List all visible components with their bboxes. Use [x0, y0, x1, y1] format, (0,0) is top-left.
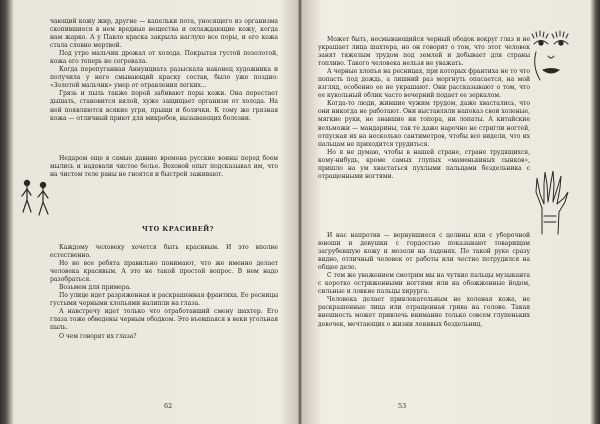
right-page [302, 0, 590, 424]
paragraph: Когда перепуганная Аннунциата разыскала наконец художника и получила у него смывающий краску состав, было уже поздно: «Золотой мальчик» умер от отравления легких... [50, 66, 278, 90]
section-heading: ЧТО КРАСИВЕЙ? [142, 225, 214, 233]
book-gutter [298, 0, 302, 424]
paragraph: Может быть, несмывающийся черный ободок вокруг глаз и не украшает лица шахтера, но он говорит о том, что этот человек занят тяжелым трудом под землей и добывает для страны топливо. Такого человека нельзя не уважать. [318, 36, 530, 68]
walking-men-illustration [18, 178, 54, 224]
right-text-block-2 [318, 232, 530, 329]
left-text-block-2 [50, 155, 278, 179]
paragraph: Когда-то люди, жившие чужим трудом, даже хвастались, что они никогда не работают. Они выставляли напоказ свои холеные, мягкие руки, не знавшие ни топора, ни лопаты. А китайские вельможи — мандарины, так те даже нарочно не стригли ногтей, отпуская их на несколько сантиметров, чтобы все видели, что их пальцам не приходится трудиться. [318, 100, 530, 148]
page-number: 53 [398, 402, 407, 410]
paragraph: И нас напротив — вернувшиеся с целины или с уборочной юноши и девушки с гордостью показывают товарищам загрубевшую кожу и мозоли на ладонях. По такой руке сразу видно, отличный человек от работы или честно потрудился на общее дело. [318, 232, 530, 272]
paragraph: Но я не думаю, чтобы в нашей стране, стране трудящихся, кому-нибудь, кроме самых глупых «маменькиных сынков», пришло на ум хвастаться пухлыми пальцами бездельника с отращенными ногтями. [318, 148, 530, 180]
left-text-block-3 [50, 244, 278, 341]
paragraph: А навстречу идет только что отработавший смену шахтер. Его глаза тоже обведены черным ободком. Это въевшаяся в веки угольная пыль. [50, 308, 278, 332]
left-page [14, 0, 298, 424]
paragraph: Но не все ребята правильно понимают, что же именно делает человека красивым. А это не такой простой вопрос. В нем надо разобраться. [50, 260, 278, 284]
paragraph: Каждому человеку хочется быть красивым. И это вполне естественно. [50, 244, 278, 260]
paragraph: Грязь и пыль также порой забивают поры кожи. Она перестает дышать, становится вялой, хуже защищает организм от холода. На ней появляются всякие угри, прыщи и болячки. К тому же грязная кожа — отличный приют для микробов, вызывающих болезни. [50, 90, 278, 122]
paragraph: Человека делает привлекательным не холеная кожа, не раскрашенные лица или отращенная грива на голове. Такая внешность может привлечь внимание только совсем глупеньких девочек, мечтающих о жизни ленивых бездельниц. [318, 296, 530, 328]
paragraph: Возьмем для примера. [59, 284, 132, 292]
paragraph: О чем говорят их глаза? [59, 332, 137, 340]
hand-illustration [532, 170, 572, 236]
paragraph: чающий кожу жир, другие — капельки пота, уносящего из организма скопившиеся в нем вредные вещества и охлаждающие кожу, когда нам жарко. А у Павло краска закрыла наглухо все поры, и его кожа стала словно мертвой. [50, 18, 278, 50]
paragraph: С тем же уважением смотрим мы на чуткие пальцы музыканта с коротко остриженными ногтями или на обожженные йодом, сильные и ловкие пальцы хирурга. [318, 272, 530, 296]
left-text-block-1 [50, 18, 278, 123]
right-text-block-1 [318, 36, 530, 181]
paragraph: А черные хлопья на ресницах, при которых франтиха не то что попасть под дождь, а лишний раз моргнуть опасается, на мой взгляд, особенно ее не украшают. Они рассказывают о том, что ее кукольный облик часто вечерний подает ее зеркалом. [318, 68, 530, 100]
paragraph: По улице идет разряженная и раскрашенная франтиха. Ее ресницы густыми черными хлопьями налипли на глаза. [50, 292, 278, 308]
page-number: 62 [164, 402, 173, 410]
paragraph: Недаром еще в самые давние времена русские воины перед боем мылись и надевали чистое белье. Веховой опыт подсказывал им, что на чистом теле раны не гноятся и быстрей заживают. [50, 155, 278, 179]
paragraph: Под утро мальчик дрожал от холода. Покрытая густой позолотой, кожа его теперь не согревала. [50, 50, 278, 66]
eye-face-illustration [528, 26, 576, 88]
